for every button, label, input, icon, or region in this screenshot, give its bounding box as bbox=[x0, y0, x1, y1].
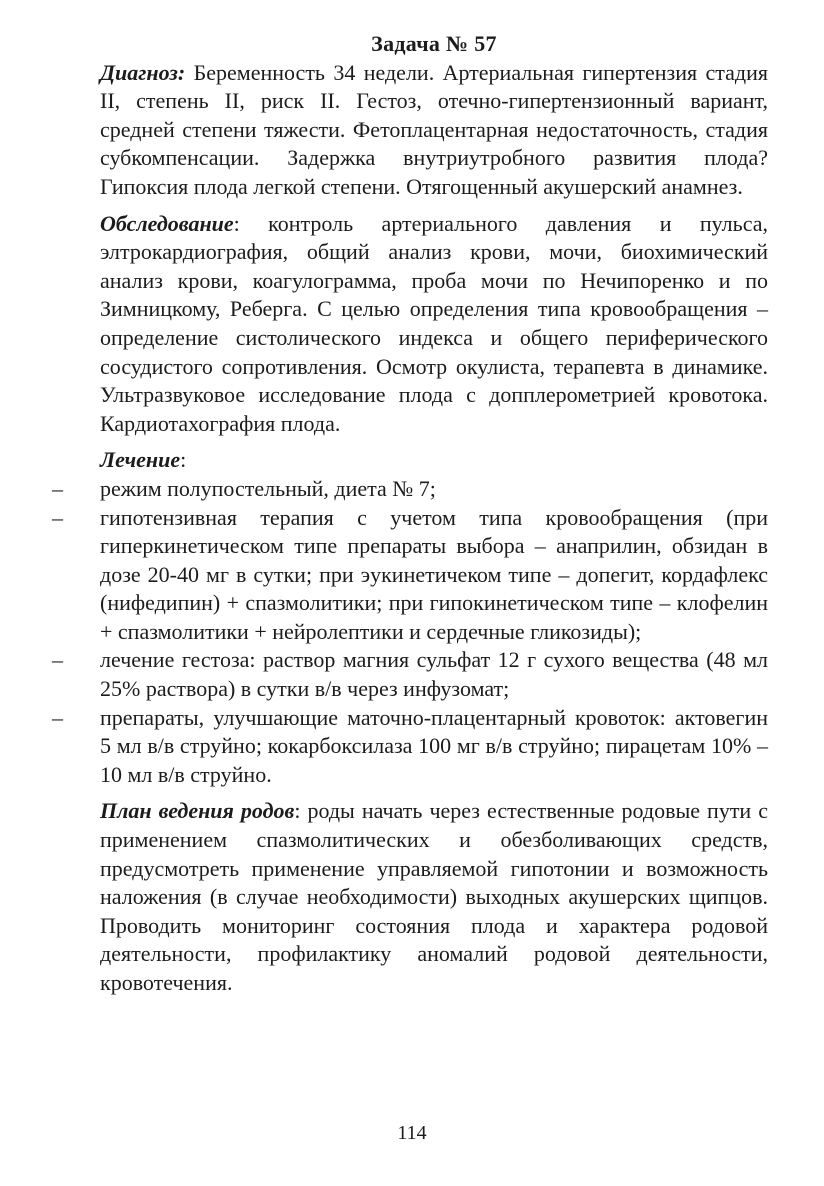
list-item bbox=[52, 475, 768, 504]
treatment-label: Лечение bbox=[100, 447, 181, 473]
dash-marker: – bbox=[52, 504, 63, 530]
list-item-text: препараты, улучшающие маточно-плацентарный кровоток: актовегин 5 мл в/в струйно; кокарбоксилаза 100 мг в/в струйно; пирацетам 10% – 10 мл в/в струйно. bbox=[100, 704, 768, 787]
treatment-label-suffix: : bbox=[180, 447, 187, 473]
dash-marker: – bbox=[52, 475, 63, 501]
list-item-text: лечение гестоза: раствор магния сульфат 12 г сухого вещества (48 мл 25% раствора) в сутки в/в через инфузомат; bbox=[100, 647, 768, 702]
list-item-text: гипотензивная терапия с учетом типа кровообращения (при гиперкинетическом типе препараты выбора – анаприлин, обзидан в дозе 20-40 мг в сутки; при эукинетичеком типе – допегит, кордафлекс (нифедипин) + спазмолитики; при гипокинетическом типе – клофелин + спазмолитики + нейролептики и сердечные гликозиды); bbox=[100, 504, 768, 644]
list-item bbox=[52, 504, 768, 647]
list-item bbox=[52, 646, 768, 703]
examination-label: Обследование bbox=[100, 210, 234, 236]
examination-text: : контроль артериального давления и пульса, элтрокардиография, общий анализ крови, мочи, биохимический анализ крови, коагулограмма, проба мочи по Нечипоренко и по Зимницкому, Реберга. С целью определения типа кровообращения – определение систолического индекса и общего периферического сосудистого сопротивления. Осмотр окулиста, терапевта в динамике. Ультразвуковое исследование плода с допплерометрией кровотока. Кардиотахография плода. bbox=[100, 210, 768, 436]
treatment-heading bbox=[100, 446, 768, 475]
diagnosis-paragraph bbox=[100, 59, 768, 202]
list-item bbox=[52, 704, 768, 790]
page-content bbox=[52, 30, 769, 998]
delivery-plan-text: : роды начать через естественные родовые пути с применением спазмолитических и обезболивающих средств, предусмотреть применение управляемой гипотонии и возможность наложения (в случае необходимости) выходных акушерских щипцов. Проводить мониторинг состояния плода и характера родовой деятельности, профилактику аномалий родовой деятельности, кровотечения. bbox=[100, 798, 768, 995]
delivery-plan-label: План ведения родов bbox=[100, 798, 295, 824]
delivery-plan-paragraph bbox=[100, 797, 768, 997]
task-title: Задача № 57 bbox=[371, 31, 497, 56]
examination-paragraph bbox=[100, 210, 768, 439]
diagnosis-text: Беременность 34 недели. Артериальная гипертензия стадия II, степень II, риск II. Гестоз, отечно-гипертензионный вариант, средней степени тяжести. Фетоплацентарная недостаточность, стадия субкомпенсации. Задержка внутриутробного развития плода? Гипоксия плода легкой степени. Отягощенный акушерский анамнез. bbox=[100, 59, 769, 199]
dash-marker: – bbox=[52, 647, 63, 673]
diagnosis-label: Диагноз: bbox=[100, 59, 186, 85]
dash-marker: – bbox=[52, 704, 63, 730]
list-item-text: режим полупостельный, диета № 7; bbox=[100, 475, 436, 501]
page-number: 114 bbox=[397, 1122, 427, 1144]
treatment-list bbox=[52, 475, 768, 790]
